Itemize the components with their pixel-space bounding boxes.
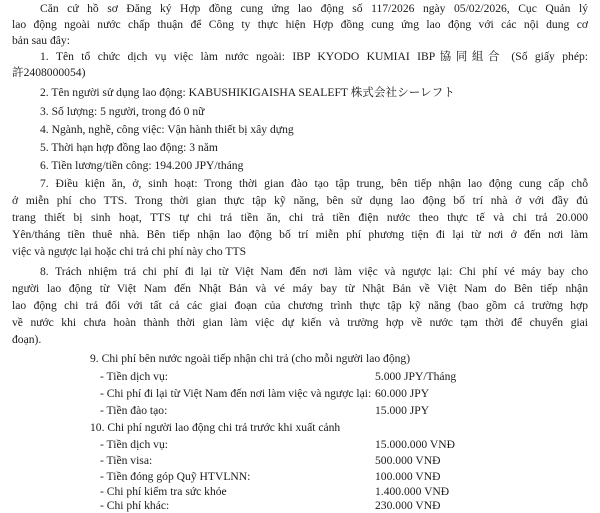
item-3: 3. Số lượng: 5 người, trong đó 0 nữ: [40, 105, 205, 118]
intro-line-1: Căn cứ hồ sơ Đăng ký Hợp đồng cung ứng lao động số 117/2026 ngày 05/02/2026, Cục Quản lý: [40, 2, 588, 15]
section-9-label-3: - Tiền đào tạo:: [100, 404, 168, 417]
section-10-label-5: - Chi phí khác:: [100, 499, 170, 512]
item-7-line-2: ở miễn phí cho TTS. Trong thời gian thực tập kỹ năng, bên sử dụng lao động bố trí nhà ở với đầy đủ: [12, 194, 588, 207]
item-7-line-3: trang thiết bị sinh hoạt, TTS tự chi trả tiền ăn, chi trả tiền điện nước theo thực tế và chi trả 20.000: [12, 211, 588, 224]
item-5: 5. Thời hạn hợp đồng lao động: 3 năm: [40, 141, 218, 154]
item-8-line-1: 8. Trách nhiệm trả chi phí đi lại từ Việt Nam đến nơi làm việc và ngược lại: Chi phí vé máy bay cho: [40, 265, 588, 278]
section-9-label-2: - Chi phí đi lại từ Việt Nam đến nơi làm việc và ngược lại:: [100, 387, 372, 400]
item-6: 6. Tiền lương/tiền công: 194.200 JPY/tháng: [40, 159, 244, 172]
item-7-line-1: 7. Điều kiện ăn, ở, sinh hoạt: Trong thời gian đào tạo tập trung, bên tiếp nhận lao động cung cấp chỗ: [40, 177, 588, 190]
section-10-label-3: - Tiền đóng góp Quỹ HTVLNN:: [100, 470, 251, 483]
section-10-label-4: - Chi phí kiểm tra sức khỏe: [100, 485, 227, 498]
item-8-line-2: người lao động từ Việt Nam đến Nhật Bản và vé máy bay từ Nhật Bản về Việt Nam do Bên tiếp nhận: [12, 282, 588, 295]
section-9-title: 9. Chi phí bên nước ngoài tiếp nhận chi trả (cho mỗi người lao động): [90, 352, 411, 365]
intro-line-2: lao động ngoài nước chấp thuận để Công ty thực hiện Hợp đồng cung ứng lao động với các nội dung cơ: [12, 18, 588, 31]
section-9-value-2: 60.000 JPY: [375, 387, 430, 400]
section-10-value-5: 230.000 VNĐ: [375, 499, 441, 512]
item-2: 2. Tên người sử dụng lao động: KABUSHIKIGAISHA SEALEFT 株式会社シーレフト: [40, 86, 455, 99]
section-10-label-2: - Tiền visa:: [100, 454, 153, 467]
section-9-label-1: - Tiền dịch vụ:: [100, 370, 168, 383]
item-4: 4. Ngành, nghề, công việc: Vận hành thiết bị xây dựng: [40, 123, 294, 136]
section-10-value-1: 15.000.000 VNĐ: [375, 438, 455, 451]
item-8-line-3: lao động chi trả đối với tất cả các giai đoạn của chương trình thực tập kỹ năng (bao gồm cả trường hợp: [12, 299, 588, 312]
item-1-line-1: 1. Tên tổ chức dịch vụ việc làm nước ngoài: IBP KYODO KUMIAI IBP協同組合 (Số giấy phép:: [40, 50, 588, 63]
section-10-value-3: 100.000 VNĐ: [375, 470, 441, 483]
section-10-value-2: 500.000 VNĐ: [375, 454, 441, 467]
section-10-title: 10. Chi phí người lao động chi trả trước khi xuất cảnh: [90, 421, 341, 434]
section-10-label-1: - Tiền dịch vụ:: [100, 438, 168, 451]
item-1-line-2: 許2408000054): [12, 66, 86, 79]
section-9-value-1: 5.000 JPY/Tháng: [375, 370, 457, 383]
item-7-line-5: việc và ngược lại hoặc chi trả chi phí này cho TTS: [12, 245, 247, 258]
section-10-value-4: 1.400.000 VNĐ: [375, 485, 450, 498]
intro-line-3: bản sau đây:: [12, 34, 70, 47]
item-7-line-4: Yên/tháng tiền thuê nhà. Bên tiếp nhận lao động bố trí miễn phí phương tiện đi lại từ nơi ở đến nơi làm: [12, 228, 588, 241]
item-8-line-4: về nước khi chưa hoàn thành thời gian làm việc dự kiến và trường hợp về nước tạm thời để chuyển giai: [12, 316, 588, 329]
item-8-line-5: đoạn).: [12, 333, 42, 346]
section-9-value-3: 15.000 JPY: [375, 404, 430, 417]
